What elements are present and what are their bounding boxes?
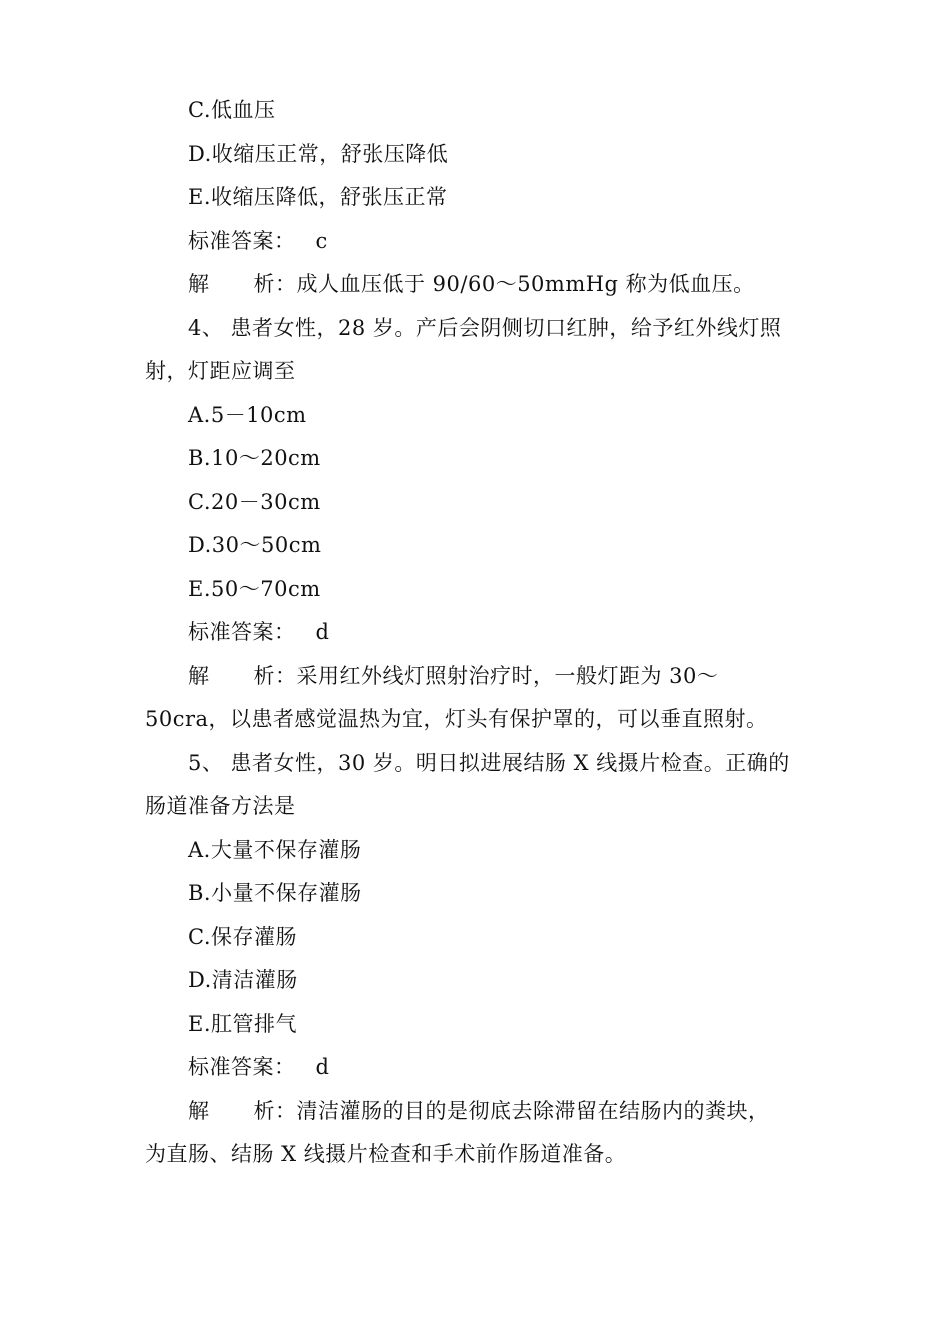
q4-option-e: E.50～70cm: [188, 577, 321, 601]
q5-stem-line2: 肠道准备方法是: [145, 794, 296, 818]
q4-stem-line1: 4、 患者女性，28 岁。产后会阴侧切口红肿，给予红外线灯照: [188, 316, 782, 340]
q5-option-a: A.大量不保存灌肠: [188, 838, 362, 862]
q4-answer-value: d: [315, 620, 330, 644]
q5-answer: [188, 1053, 329, 1081]
q4-analysis-line1: [188, 662, 718, 690]
q5-stem-line1: 5、 患者女性，30 岁。明日拟进展结肠 X 线摄片检查。正确的: [188, 751, 790, 775]
q5-analysis-prefix-b: 析：: [253, 1099, 297, 1123]
q5-analysis-prefix-a: 解: [188, 1099, 210, 1123]
q3-answer: [188, 227, 328, 255]
q4-option-a: A.5－10cm: [188, 403, 307, 427]
q3-analysis-prefix-b: 析：: [253, 272, 297, 296]
q4-option-c: C.20－30cm: [188, 490, 321, 514]
q4-stem-line2: 射，灯距应调至: [145, 359, 296, 383]
q5-analysis-line1: [188, 1097, 770, 1125]
q3-analysis-text: 成人血压低于 90/60～50mmHg 称为低血压。: [296, 272, 755, 296]
q5-analysis-text-1: 清洁灌肠的目的是彻底去除滞留在结肠内的粪块，: [296, 1099, 770, 1123]
q4-answer-label: 标准答案：: [188, 620, 296, 644]
q5-option-e: E.肛管排气: [188, 1012, 298, 1036]
q4-analysis-line2: 50cra，以患者感觉温热为宜，灯头有保护罩的，可以垂直照射。: [145, 707, 768, 731]
q5-option-d: D.清洁灌肠: [188, 968, 298, 992]
q3-answer-value: c: [315, 229, 328, 253]
q3-option-e: E.收缩压降低，舒张压正常: [188, 185, 448, 209]
q5-option-c: C.保存灌肠: [188, 925, 297, 949]
q3-option-c: C.低血压: [188, 98, 276, 122]
q4-answer: [188, 618, 329, 646]
q3-analysis-prefix-a: 解: [188, 272, 210, 296]
q4-analysis-prefix-b: 析：: [253, 664, 297, 688]
q5-answer-label: 标准答案：: [188, 1055, 296, 1079]
q4-analysis-prefix-a: 解: [188, 664, 210, 688]
q4-option-b: B.10～20cm: [188, 446, 321, 470]
q3-answer-label: 标准答案：: [188, 229, 296, 253]
q5-answer-value: d: [315, 1055, 330, 1079]
q5-option-b: B.小量不保存灌肠: [188, 881, 362, 905]
q4-option-d: D.30～50cm: [188, 533, 322, 557]
q3-analysis: [188, 270, 755, 298]
q5-analysis-line2: 为直肠、结肠 X 线摄片检查和手术前作肠道准备。: [145, 1142, 627, 1166]
q4-analysis-text-1: 采用红外线灯照射治疗时，一般灯距为 30～: [296, 664, 719, 688]
q3-option-d: D.收缩压正常，舒张压降低: [188, 142, 449, 166]
